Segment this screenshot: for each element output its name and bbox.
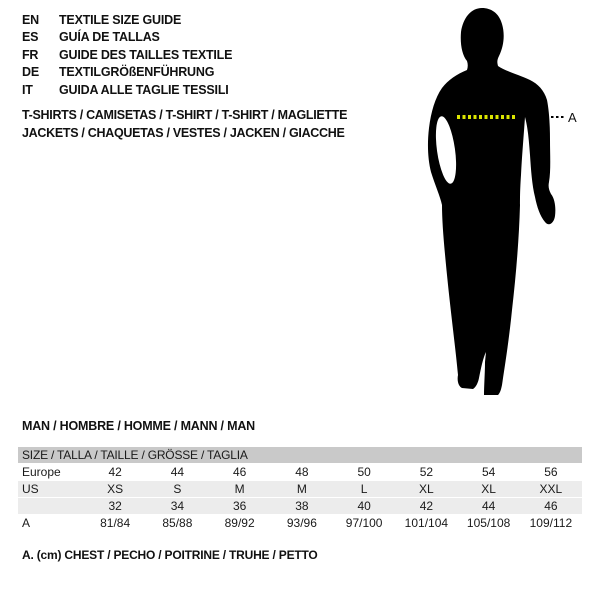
table-cell: 50 (357, 465, 371, 479)
language-title: GUÍA DE TALLAS (59, 30, 160, 45)
measurement-label-a: A (568, 110, 577, 125)
language-title: TEXTILGRÖßENFÜHRUNG (59, 65, 215, 80)
garment-categories (22, 106, 347, 142)
row-label: US (22, 482, 39, 496)
table-cell: 105/108 (466, 516, 511, 530)
language-row (22, 29, 232, 47)
language-title: TEXTILE SIZE GUIDE (59, 12, 182, 27)
table-cell: 42 (108, 465, 122, 479)
table-cell: 44 (481, 499, 496, 513)
row-label: A (22, 516, 31, 530)
table-cell: XS (107, 482, 124, 496)
table-cell: 89/92 (224, 516, 255, 530)
table-cell: 40 (357, 499, 371, 513)
table-cell: 54 (481, 465, 496, 479)
man-silhouette-figure (385, 0, 595, 410)
table-cell: 38 (295, 499, 309, 513)
table-cell: 46 (232, 465, 247, 479)
category-line-tshirts: T-SHIRTS / CAMISETAS / T-SHIRT / T-SHIRT / MAGLIETTE (22, 108, 348, 122)
language-row (22, 11, 232, 29)
table-cell: XL (419, 482, 434, 496)
table-cell: 52 (419, 465, 434, 479)
language-code: IT (22, 82, 33, 97)
row-label: Europe (22, 465, 61, 479)
table-row-europe (18, 463, 582, 480)
size-table (18, 447, 582, 531)
table-cell: 48 (295, 465, 309, 479)
language-row (22, 64, 232, 82)
table-cell: 81/84 (100, 516, 131, 530)
language-title: GUIDA ALLE TAGLIE TESSILI (59, 82, 229, 97)
category-line-jackets: JACKETS / CHAQUETAS / VESTES / JACKEN / GIACCHE (22, 126, 345, 140)
table-row-numeric (18, 497, 582, 514)
table-cell: XXL (539, 482, 563, 496)
table-cell: 101/104 (404, 516, 449, 530)
language-code: DE (22, 65, 39, 80)
table-cell: M (234, 482, 245, 496)
table-cell: M (296, 482, 307, 496)
table-cell: S (173, 482, 182, 496)
language-code: FR (22, 47, 39, 62)
table-cell: 44 (170, 465, 185, 479)
table-cell: 97/100 (345, 516, 383, 530)
language-code: EN (22, 12, 39, 27)
table-cell: L (360, 482, 368, 496)
language-row (22, 46, 232, 64)
table-cell: 34 (170, 499, 185, 513)
language-row (22, 81, 232, 99)
language-code: ES (22, 30, 39, 45)
table-row-us (18, 480, 582, 497)
row-label (18, 498, 84, 514)
man-silhouette (385, 0, 595, 410)
section-title-man: MAN / HOMBRE / HOMME / MANN / MAN (22, 419, 255, 433)
table-cell: XL (481, 482, 496, 496)
table-cell: 32 (108, 499, 122, 513)
table-cell: 42 (419, 499, 434, 513)
table-row-chest-a (18, 514, 582, 531)
table-cell: 46 (544, 499, 558, 513)
table-cell: 36 (232, 499, 247, 513)
language-title: GUIDE DES TAILLES TEXTILE (59, 47, 233, 62)
table-cell: 56 (544, 465, 558, 479)
size-table-header: SIZE / TALLA / TAILLE / GRÖSSE / TAGLIA (18, 447, 582, 463)
table-cell: 85/88 (162, 516, 193, 530)
table-cell: 109/112 (529, 516, 573, 530)
language-title-list (22, 11, 232, 99)
table-cell: 93/96 (286, 516, 317, 530)
man-silhouette-shape (428, 8, 555, 395)
measurement-footnote: A. (cm) CHEST / PECHO / POITRINE / TRUHE / PETTO (22, 548, 318, 562)
